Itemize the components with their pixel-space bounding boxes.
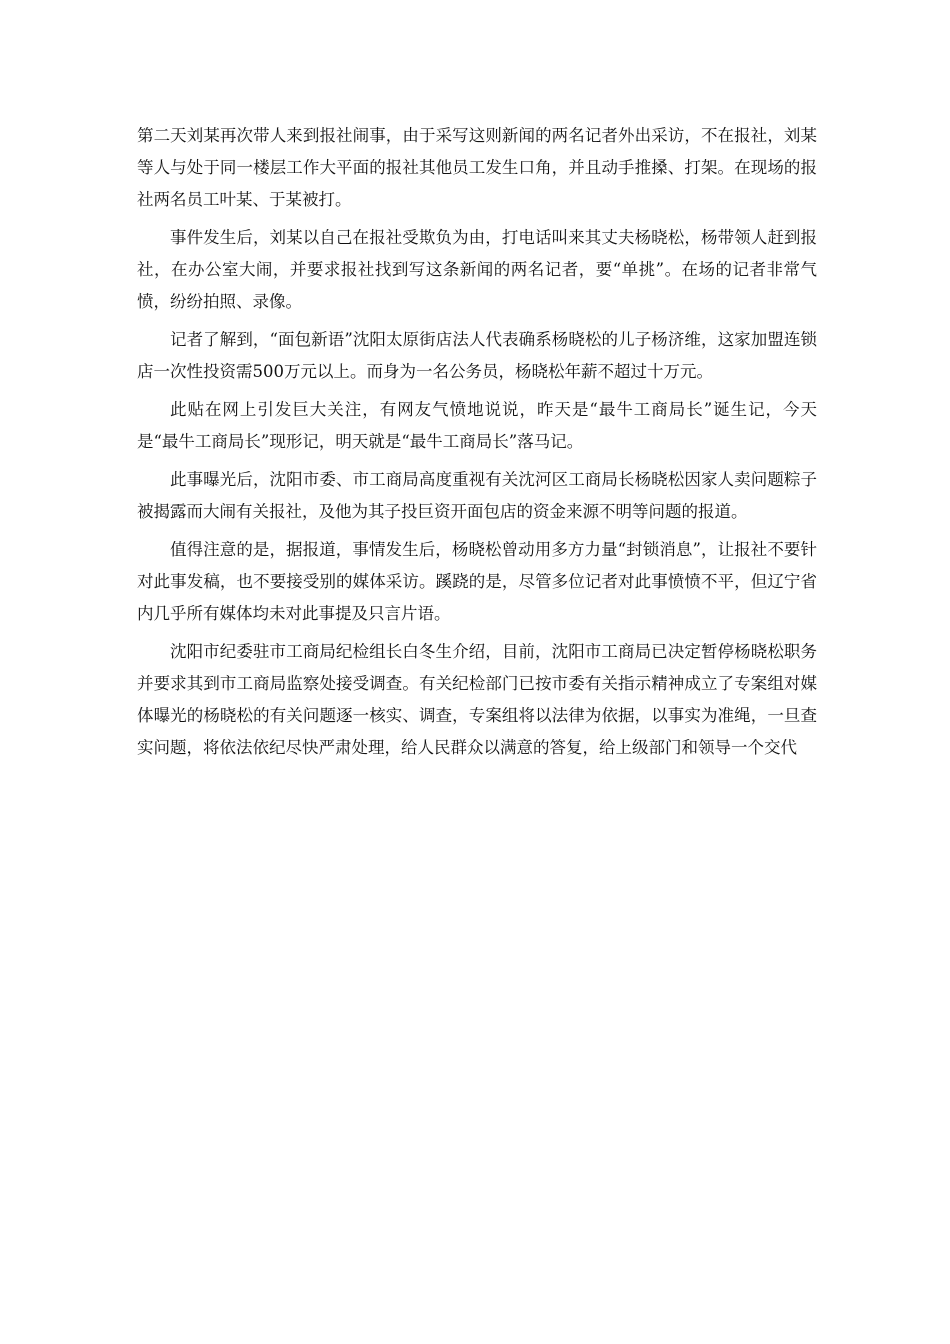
paragraph-5: 此事曝光后，沈阳市委、市工商局高度重视有关沈河区工商局长杨晓松因家人卖问题粽子被揭露而大闹有关报社，及他为其子投巨资开面包店的资金来源不明等问题的报道。	[137, 470, 817, 521]
paragraph-6: 值得注意的是，据报道，事情发生后，杨晓松曾动用多方力量“封锁消息”，让报社不要针对此事发稿，也不要接受别的媒体采访。蹊跷的是，尽管多位记者对此事愤愤不平，但辽宁省内几乎所有媒体均未对此事提及只言片语。	[137, 540, 817, 623]
article-body	[137, 120, 817, 770]
paragraph-4: 此贴在网上引发巨大关注，有网友气愤地说说，昨天是“最牛工商局长”诞生记，今天是“最牛工商局长”现形记，明天就是“最牛工商局长”落马记。	[137, 400, 817, 451]
paragraph-2: 事件发生后，刘某以自己在报社受欺负为由，打电话叫来其丈夫杨晓松，杨带领人赶到报社，在办公室大闹，并要求报社找到写这条新闻的两名记者，要“单挑”。在场的记者非常气愤，纷纷拍照、录像。	[137, 228, 817, 311]
paragraph-7: 沈阳市纪委驻市工商局纪检组长白冬生介绍，目前，沈阳市工商局已决定暂停杨晓松职务并要求其到市工商局监察处接受调查。有关纪检部门已按市委有关指示精神成立了专案组对媒体曝光的杨晓松的有关问题逐一核实、调查，专案组将以法律为依据，以事实为准绳，一旦查实问题，将依法依纪尽快严肃处理，给人民群众以满意的答复，给上级部门和领导一个交代	[137, 642, 817, 757]
paragraph-3: 记者了解到，“面包新语”沈阳太原街店法人代表确系杨晓松的儿子杨济维，这家加盟连锁店一次性投资需500万元以上。而身为一名公务员，杨晓松年薪不超过十万元。	[137, 330, 817, 381]
paragraph-1: 第二天刘某再次带人来到报社闹事，由于采写这则新闻的两名记者外出采访，不在报社，刘某等人与处于同一楼层工作大平面的报社其他员工发生口角，并且动手推搡、打架。在现场的报社两名员工叶某、于某被打。	[137, 126, 817, 209]
